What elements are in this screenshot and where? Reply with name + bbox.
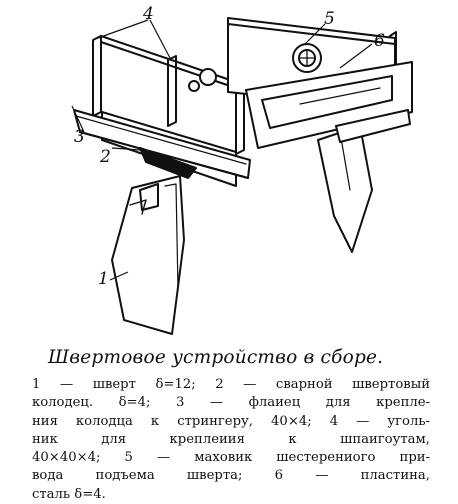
legend-line: 1 — шверт δ=12; 2 — сварной швертовый [32,377,430,392]
callout-5: 5 [324,9,335,29]
callout-6: 6 [374,31,385,51]
legend-line: колодец. δ=4; 3 — флаиец для крепле- [32,395,430,411]
callout-3: 3 [74,127,85,147]
legend-line: сталь δ=4. [32,486,106,502]
callout-1: 1 [98,269,109,289]
callout-2: 2 [100,147,111,167]
callout-4: 4 [143,4,154,24]
legend-line: 40×40×4; 5 — маховик шестерениого при- [32,450,430,466]
legend-line: ния колодца к стрингеру, 40×4; 4 — уголь- [32,413,430,429]
figure-legend [32,376,430,504]
legend-line: вода подъема шверта; 6 — пластина, [32,468,430,484]
legend-line: ник для креплеиия к шпаигоутам, [32,431,430,447]
figure-caption-title: Швертовое устройство в сборе. [48,347,384,368]
